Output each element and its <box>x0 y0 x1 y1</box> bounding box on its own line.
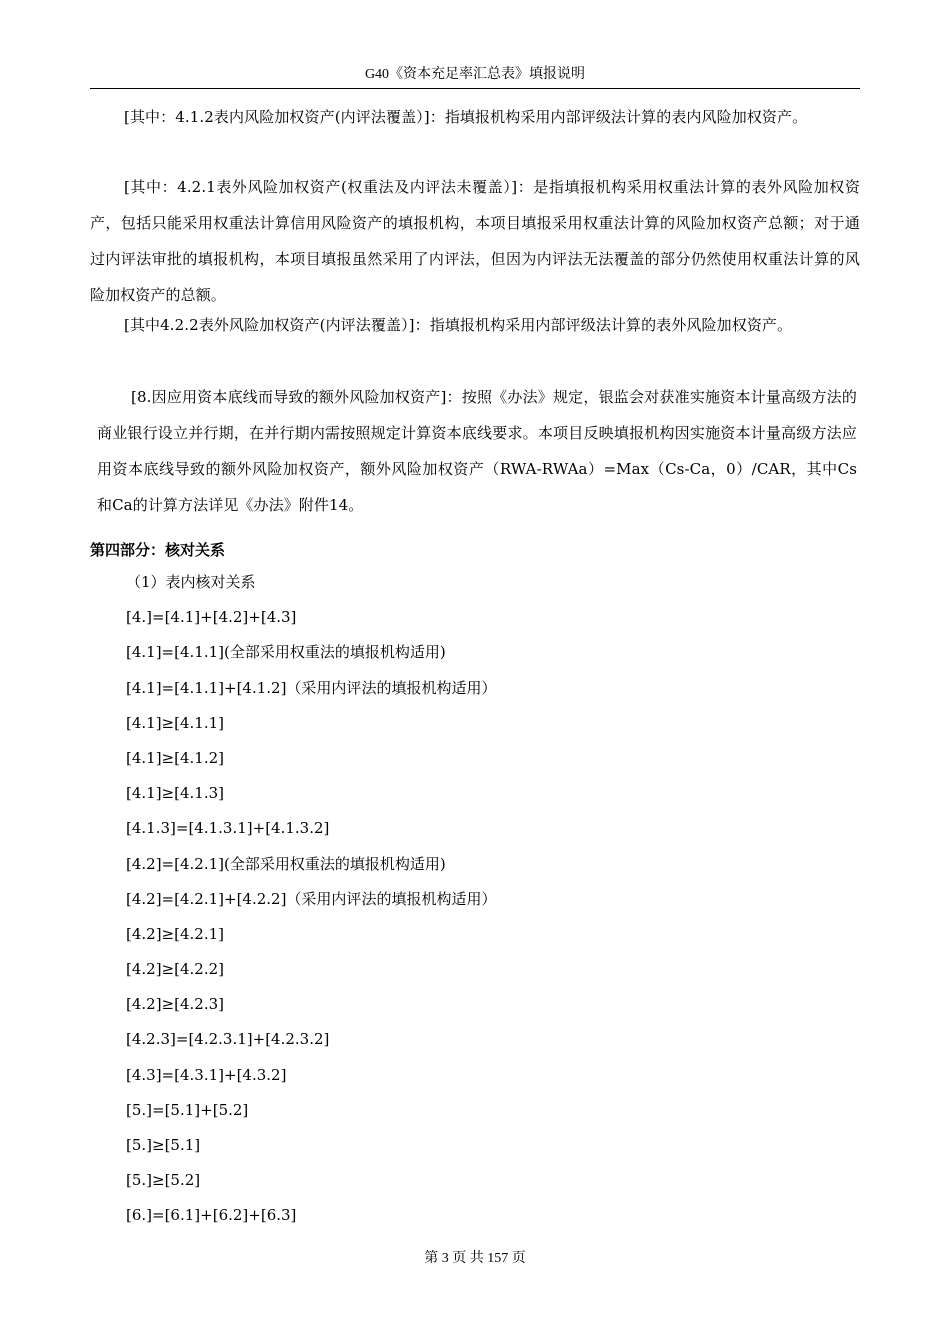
list-item: [4.1.3]=[4.1.3.1]+[4.1.3.2] <box>126 819 330 838</box>
list-item: [6.]=[6.1]+[6.2]+[6.3] <box>126 1206 297 1225</box>
page-header-title: G40《资本充足率汇总表》填报说明 <box>364 67 586 82</box>
list-item: （1）表内核对关系 <box>126 573 256 591</box>
list-item: [4.2]≥[4.2.1] <box>126 924 224 943</box>
list-item: [5.]≥[5.2] <box>126 1171 201 1190</box>
page-number: 第 3 页 共 157 页 <box>424 1251 526 1266</box>
paragraph-4-2-2: [其中4.2.2表外风险加权资产(内评法覆盖）]：指填报机构采用内部评级法计算的表外风险加权资产。 <box>124 316 793 334</box>
list-item: [4.2]=[4.2.1]+[4.2.2]（采用内评法的填报机构适用） <box>126 889 497 908</box>
list-item: [4.2]≥[4.2.2] <box>126 960 224 979</box>
list-item: [4.3]=[4.3.1]+[4.3.2] <box>126 1065 287 1084</box>
list-item: [4.2.3]=[4.2.3.1]+[4.2.3.2] <box>126 1030 330 1049</box>
section-heading: 第四部分：核对关系 <box>90 541 226 559</box>
reconciliation-list <box>90 565 860 1234</box>
list-item: [4.1]≥[4.1.3] <box>126 784 224 803</box>
list-item: [4.2]≥[4.2.3] <box>126 995 224 1014</box>
list-item: [5.]=[5.1]+[5.2] <box>126 1100 249 1119</box>
list-item: [4.1]=[4.1.1]+[4.1.2]（采用内评法的填报机构适用） <box>126 678 497 697</box>
list-item: [4.2]=[4.2.1](全部采用权重法的填报机构适用) <box>126 854 446 873</box>
header-divider <box>90 88 860 89</box>
list-item: [4.]=[4.1]+[4.2]+[4.3] <box>126 608 297 627</box>
list-item: [4.1]≥[4.1.1] <box>126 713 224 732</box>
paragraph-4-1-2: [其中：4.1.2表内风险加权资产(内评法覆盖）]：指填报机构采用内部评级法计算的表内风险加权资产。 <box>124 108 808 126</box>
list-item: [4.1]≥[4.1.2] <box>126 748 224 767</box>
paragraph-capital-floor: [8.因应用资本底线而导致的额外风险加权资产]：按照《办法》规定，银监会对获准实施资本计量高级方法的商业银行设立并行期，在并行期内需按照规定计算资本底线要求。本项目反映填报机构因实施资本计量高级方法应用资本底线导致的额外风险加权资产，额外风险加权资产（RWA-RWAa）=Max（Cs-Ca，0）/CAR，其中Cs和Ca的计算方法详见《办法》附件14。 <box>97 388 857 514</box>
paragraph-4-2-1: [其中：4.2.1表外风险加权资产(权重法及内评法未覆盖）]：是指填报机构采用权重法计算的表外风险加权资产，包括只能采用权重法计算信用风险资产的填报机构，本项目填报采用权重法计算的风险加权资产总额；对于通过内评法审批的填报机构，本项目填报虽然采用了内评法，但因为内评法无法覆盖的部分仍然使用权重法计算的风险加权资产的总额。 <box>90 178 860 304</box>
list-item: [5.]≥[5.1] <box>126 1136 201 1154</box>
list-item: [4.1]=[4.1.1](全部采用权重法的填报机构适用) <box>126 643 446 662</box>
